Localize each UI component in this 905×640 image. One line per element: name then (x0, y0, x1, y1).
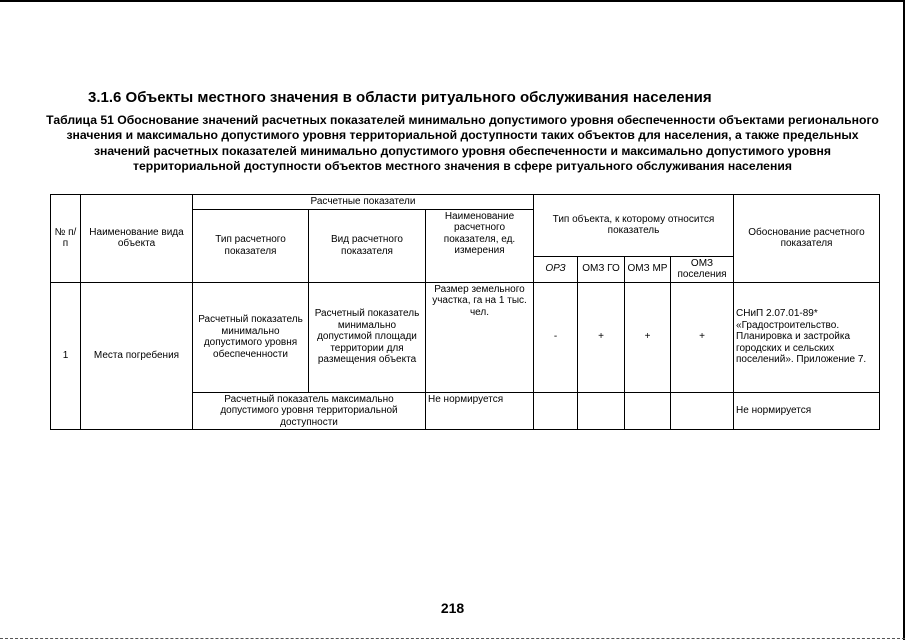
row-indicator-type: Расчетный показатель минимально допустимого уровня обеспеченности (193, 282, 309, 392)
row-object-name: Места погребения (81, 282, 193, 430)
row-accessibility-omz-go (578, 392, 625, 430)
row-omz-mr: + (625, 282, 671, 392)
header-number: № п/п (51, 195, 81, 283)
row-accessibility-omz-mr (625, 392, 671, 430)
table-header-row-1 (51, 195, 880, 210)
row-indicator-kind: Расчетный показатель минимально допустимой площади территории для размещения объекта (309, 282, 426, 392)
header-omz-go: ОМЗ ГО (578, 256, 625, 282)
header-indicator-type: Тип расчетного показателя (193, 209, 309, 282)
row-accessibility-unit: Не нормируется (426, 392, 534, 430)
justification-table (50, 194, 880, 430)
header-calc-indicators: Расчетные показатели (193, 195, 534, 210)
row-justification: СНиП 2.07.01-89* «Градостроительство. Планировка и застройка городских и сельских поселений». Приложение 7. (734, 282, 880, 392)
header-object-type: Тип объекта, к которому относится показатель (534, 195, 734, 257)
header-omz-mr: ОМЗ МР (625, 256, 671, 282)
header-justification: Обоснование расчетного показателя (734, 195, 880, 283)
row-accessibility-justification: Не нормируется (734, 392, 880, 430)
page-top-edge (0, 0, 905, 2)
row-indicator-unit: Размер земельного участка, га на 1 тыс. чел. (426, 282, 534, 392)
page-number: 218 (440, 600, 465, 616)
header-omz-pos: ОМЗ поселения (671, 256, 734, 282)
header-object-name: Наименование вида объекта (81, 195, 193, 283)
header-indicator-kind: Вид расчетного показателя (309, 209, 426, 282)
section-heading: 3.1.6 Объекты местного значения в области ритуального обслуживания населения (88, 89, 712, 106)
page-bottom-edge (0, 638, 905, 639)
table-caption: Таблица 51 Обоснование значений расчетных показателей минимально допустимого уровня обеспеченности объектами регионального значения и максимально допустимого уровня территориальной доступности таких объектов для населения, а также предельных значений расчетных показателей минимально допустимого уровня обеспеченности и максимально допустимого уровня территориальной доступности объектов местного значения в сфере ритуального обслуживания населения (46, 113, 879, 174)
row-number: 1 (51, 282, 81, 430)
row-orz: - (534, 282, 578, 392)
row-omz-pos: + (671, 282, 734, 392)
header-orz: ОРЗ (534, 256, 578, 282)
header-indicator-unit: Наименование расчетного показателя, ед. измерения (426, 209, 534, 282)
table-row (51, 282, 880, 392)
row-accessibility-omz-pos (671, 392, 734, 430)
row-accessibility-indicator: Расчетный показатель максимально допустимого уровня территориальной доступности (193, 392, 426, 430)
row-accessibility-orz (534, 392, 578, 430)
row-omz-go: + (578, 282, 625, 392)
